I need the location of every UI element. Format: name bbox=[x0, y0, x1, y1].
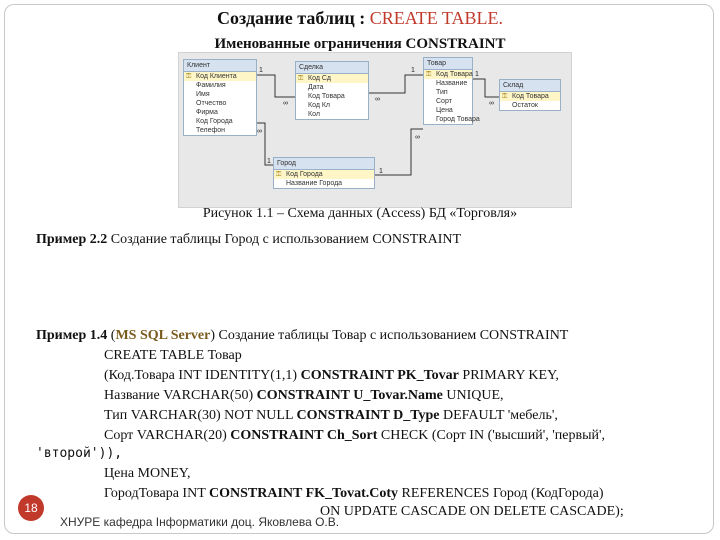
schema-field: Название bbox=[436, 80, 468, 87]
example-label: Пример 2.2 bbox=[36, 232, 108, 247]
example-paren: ( bbox=[107, 328, 116, 343]
code-text: Название VARCHAR(50) bbox=[104, 388, 257, 403]
code-text: PRIMARY KEY, bbox=[458, 368, 559, 383]
schema-field: Кол bbox=[308, 111, 320, 118]
schema-field: Дата bbox=[308, 84, 324, 91]
code-line-6: 'второй')), bbox=[36, 446, 123, 461]
code-text: Тип VARCHAR(30) NOT NULL bbox=[104, 408, 297, 423]
title-prefix: Создание таблиц : bbox=[217, 8, 370, 28]
code-line-3 bbox=[104, 388, 504, 404]
schema-field: Телефон bbox=[196, 127, 226, 134]
schema-table bbox=[499, 79, 561, 111]
schema-field: Код Товара bbox=[308, 93, 345, 100]
rel-label-one: 1 bbox=[379, 168, 383, 175]
rel-label-many: ∞ bbox=[375, 96, 380, 103]
schema-field: Цена bbox=[436, 107, 453, 114]
schema-field: Тип bbox=[436, 89, 448, 96]
code-constraint: CONSTRAINT Ch_Sort bbox=[230, 428, 378, 443]
schema-primary-key-field: ⚿ Код Товара bbox=[500, 92, 560, 101]
schema-table-name: Город bbox=[274, 158, 374, 170]
code-line-9: ON UPDATE CASCADE ON DELETE CASCADE); bbox=[320, 504, 624, 519]
footer-text: ХНУРЕ кафедра Інформатики доц. Яковлева О.В. bbox=[60, 515, 340, 529]
schema-field: Город Товара bbox=[436, 116, 480, 123]
rel-label-one: 1 bbox=[267, 158, 271, 165]
server-name: MS SQL Server bbox=[115, 328, 211, 343]
slide-number-badge: 18 bbox=[18, 495, 44, 521]
schema-table-name: Склад bbox=[500, 80, 560, 92]
schema-table bbox=[183, 59, 257, 136]
code-text: CHECK (Сорт IN ('высший', 'первый', bbox=[377, 428, 606, 443]
code-line-2 bbox=[104, 368, 559, 384]
schema-primary-key-field: ⚿ Код Города bbox=[274, 170, 374, 179]
rel-label-many: ∞ bbox=[415, 134, 420, 141]
rel-product-stock bbox=[471, 79, 499, 97]
code-text: (Код.Товара INT IDENTITY(1,1) bbox=[104, 368, 301, 383]
slide-subtitle: Именованные ограничения CONSTRAINT bbox=[214, 36, 506, 52]
code-constraint: CONSTRAINT PK_Tovar bbox=[300, 368, 459, 383]
schema-table bbox=[295, 61, 369, 120]
slide-title bbox=[0, 8, 720, 29]
schema-field: Отчество bbox=[196, 100, 227, 107]
code-constraint: CONSTRAINT FK_Tovat.Coty bbox=[209, 486, 399, 501]
code-line-4 bbox=[104, 408, 558, 424]
code-line-5 bbox=[104, 428, 605, 444]
code-constraint: CONSTRAINT D_Type bbox=[296, 408, 440, 423]
example-text: Создание таблицы Город с использованием CONSTRAINT bbox=[107, 232, 462, 247]
code-line-1: CREATE TABLE Товар bbox=[104, 348, 242, 363]
example-text: ) Создание таблицы Товар с использованием CONSTRAINT bbox=[210, 328, 569, 343]
example-2-2 bbox=[36, 232, 461, 248]
rel-label-many: ∞ bbox=[489, 100, 494, 107]
schema-field: Код Города bbox=[196, 118, 233, 125]
rel-label-one: 1 bbox=[475, 71, 479, 78]
schema-primary-key-field: ⚿ Код Клиента bbox=[184, 72, 256, 81]
code-text: ГородТовара INT bbox=[104, 486, 210, 501]
schema-field: Код Кл bbox=[308, 102, 331, 109]
rel-client-deal bbox=[255, 75, 295, 97]
rel-label-many: ∞ bbox=[257, 128, 262, 135]
rel-product-deal bbox=[367, 75, 423, 93]
schema-table-name: Сделка bbox=[296, 62, 368, 74]
code-text: DEFAULT 'мебель', bbox=[439, 408, 558, 423]
code-line-7: Цена MONEY, bbox=[104, 466, 191, 481]
example-label: Пример 1.4 bbox=[36, 328, 108, 343]
code-line-8 bbox=[104, 486, 604, 502]
schema-field: Имя bbox=[196, 91, 210, 98]
schema-field: Фамилия bbox=[196, 82, 226, 89]
schema-primary-key-field: ⚿ Код Товара bbox=[424, 70, 472, 79]
schema-field: Сорт bbox=[436, 98, 452, 105]
schema-table-name: Товар bbox=[424, 58, 472, 70]
schema-table-name: Клиент bbox=[184, 60, 256, 72]
code-text: UNIQUE, bbox=[442, 388, 504, 403]
rel-label-many: ∞ bbox=[283, 100, 288, 107]
schema-field: Фирма bbox=[196, 109, 218, 116]
schema-table bbox=[273, 157, 375, 189]
schema-primary-key-field: ⚿ Код Сд bbox=[296, 74, 368, 83]
title-accent: CREATE TABLE. bbox=[369, 8, 503, 28]
code-constraint: CONSTRAINT U_Tovar.Name bbox=[256, 388, 443, 403]
schema-field: Название Города bbox=[286, 180, 343, 187]
data-schema-diagram bbox=[178, 52, 572, 208]
schema-table bbox=[423, 57, 480, 125]
rel-label-one: 1 bbox=[259, 67, 263, 74]
example-1-4 bbox=[36, 328, 568, 344]
figure-caption: Рисунок 1.1 – Схема данных (Access) БД «Торговля» bbox=[202, 206, 518, 221]
schema-field: Остаток bbox=[512, 102, 538, 109]
code-text: Сорт VARCHAR(20) bbox=[104, 428, 231, 443]
code-text: REFERENCES Город (КодГорода) bbox=[398, 486, 604, 501]
rel-label-one: 1 bbox=[411, 67, 415, 74]
